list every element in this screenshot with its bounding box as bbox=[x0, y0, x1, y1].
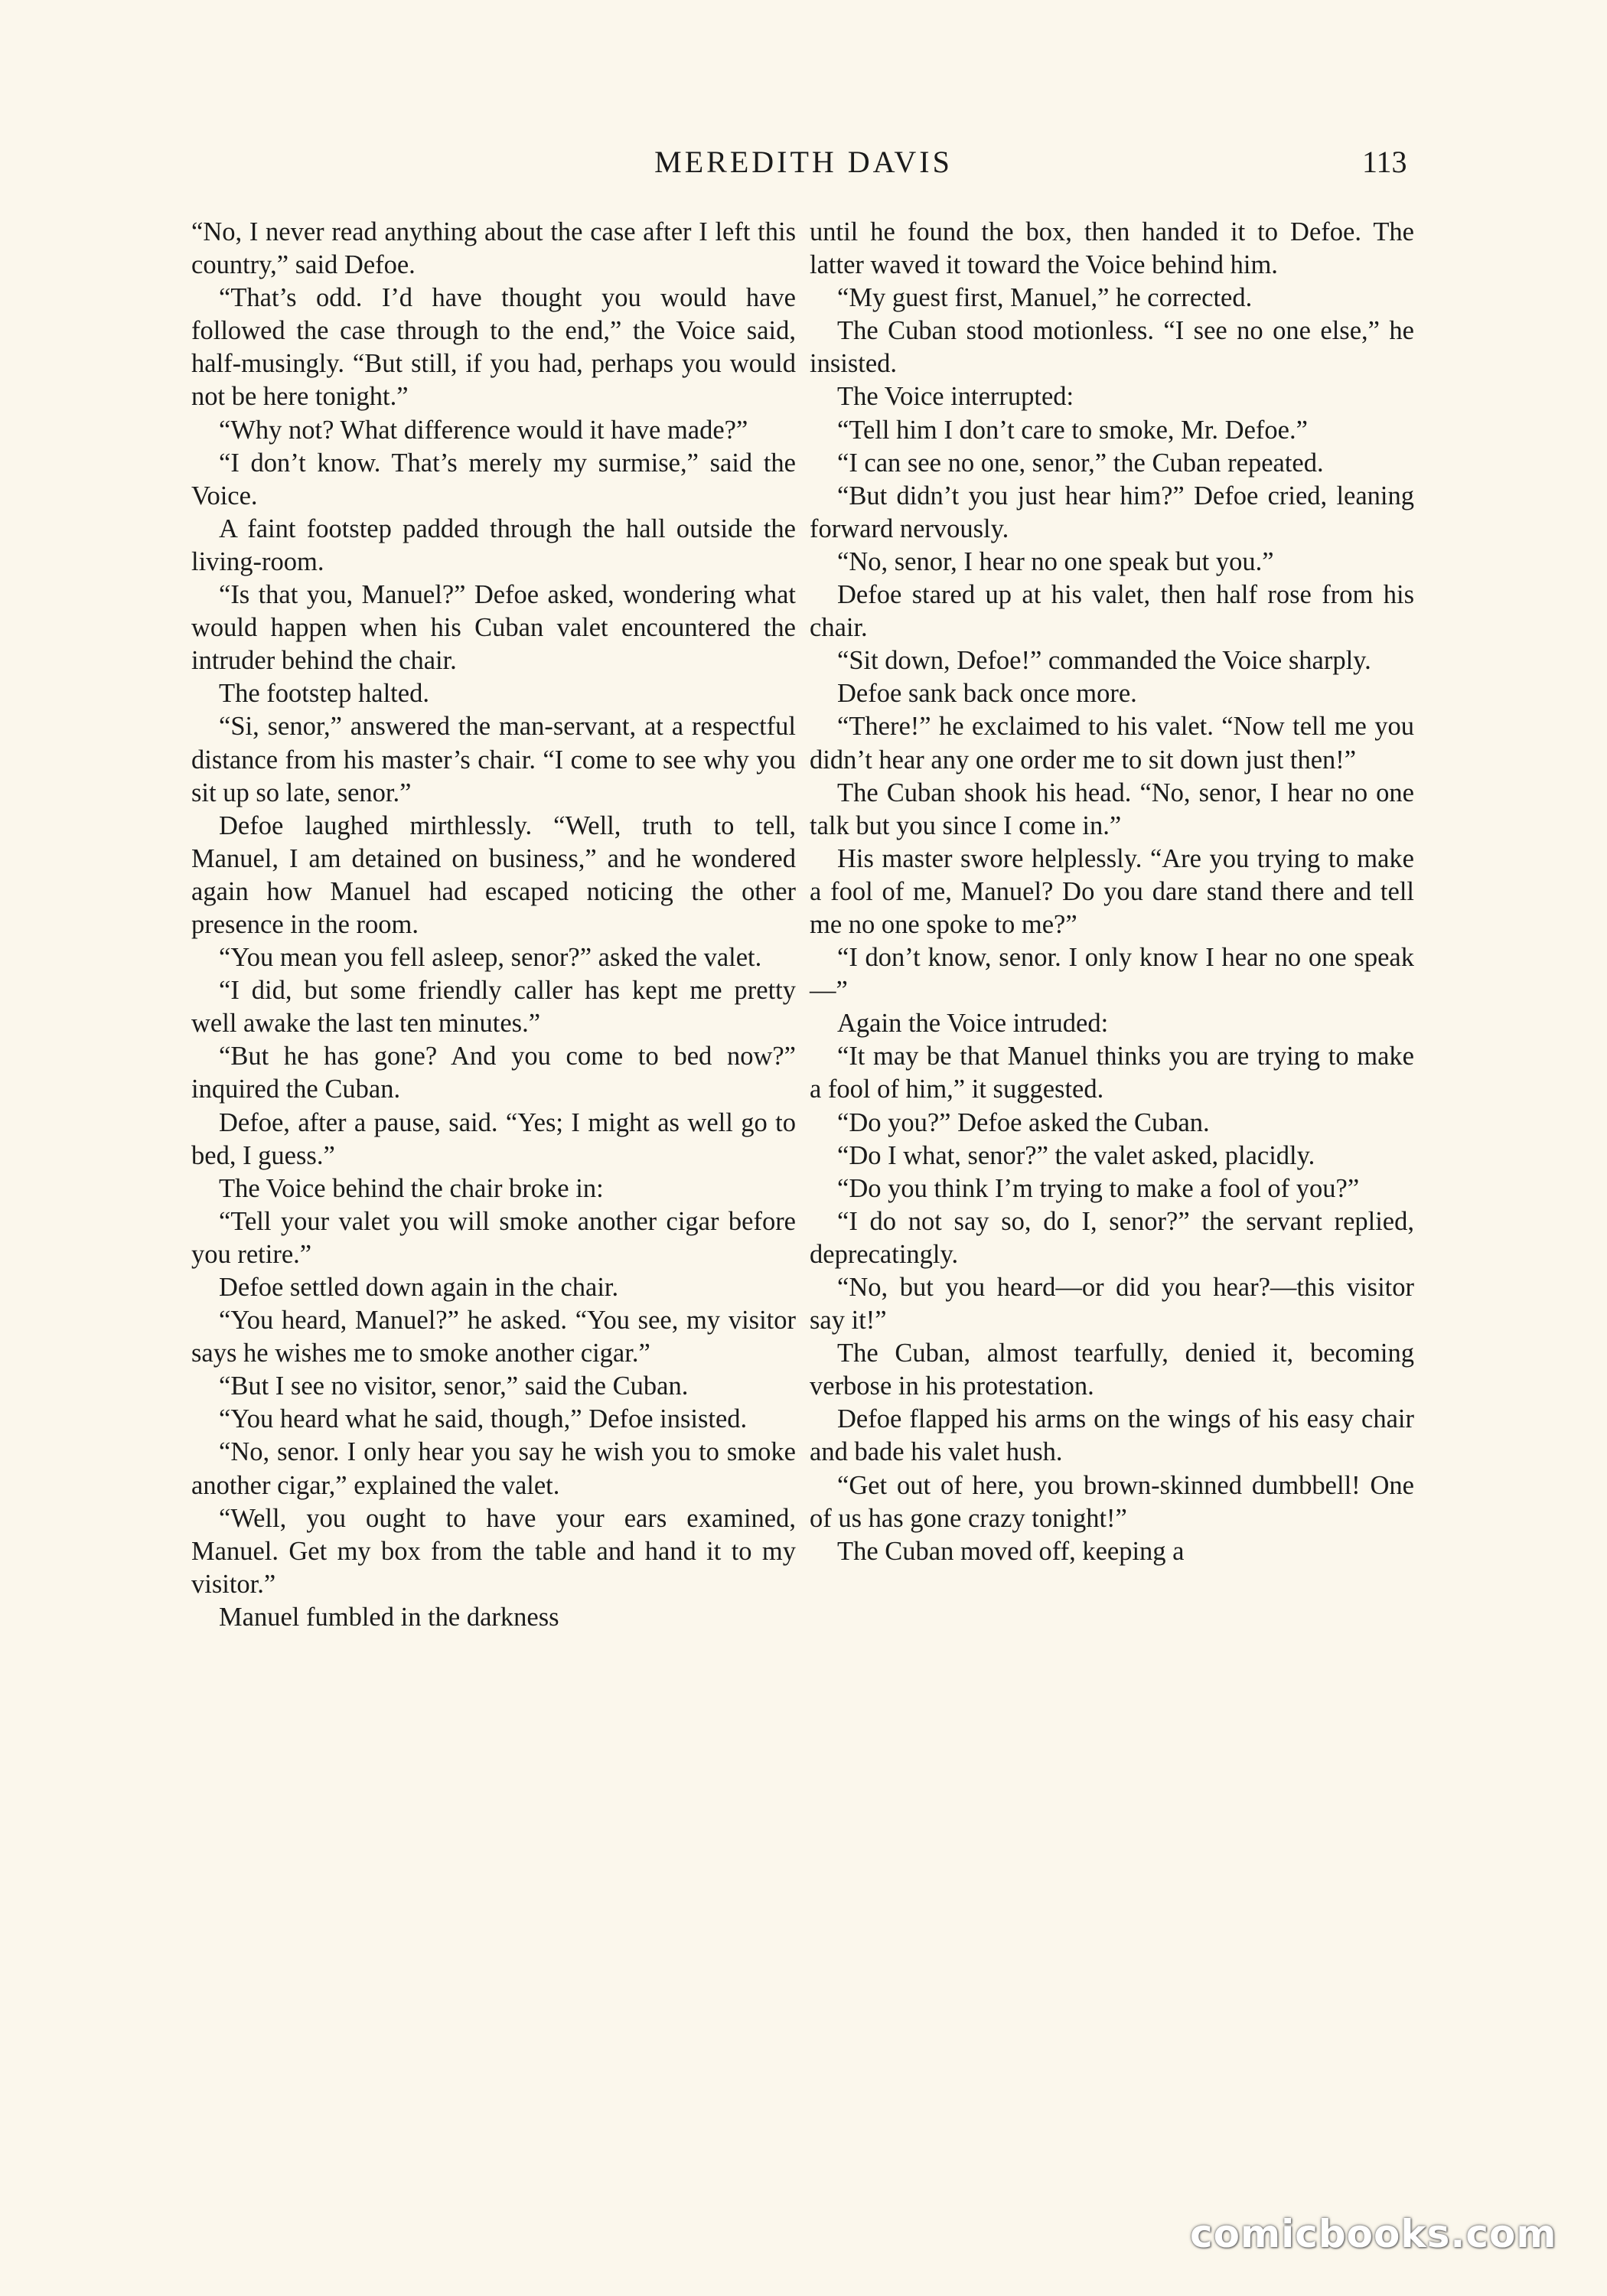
paragraph: “I don’t know, senor. I only know I hear no one speak—” bbox=[810, 943, 1414, 1006]
paragraph: “But he has gone? And you come to bed now?” inquired the Cuban. bbox=[191, 1042, 796, 1104]
paragraph: “Well, you ought to have your ears examined, Manuel. Get my box from the table and hand it to my visitor.” bbox=[191, 1503, 796, 1599]
paragraph: Defoe, after a pause, said. “Yes; I might as well go to bed, I guess.” bbox=[191, 1107, 796, 1170]
paragraph: “Do you?” Defoe asked the Cuban. bbox=[837, 1107, 1210, 1137]
paragraph: “That’s odd. I’d have thought you would have followed the case through to the end,” the Voice said, half-musingly. “But still, if you had, perhaps you would not be here tonight.” bbox=[191, 283, 796, 412]
paragraph: “You heard what he said, though,” Defoe insisted. bbox=[219, 1404, 748, 1434]
paragraph: “There!” he exclaimed to his valet. “Now tell me you didn’t hear any one order me to sit down just then!” bbox=[810, 712, 1414, 775]
paragraph: “Do you think I’m trying to make a fool of you?” bbox=[837, 1173, 1360, 1203]
left-text-column bbox=[191, 216, 796, 1634]
right-text-column bbox=[810, 216, 1414, 1568]
paragraph: Defoe flapped his arms on the wings of his easy chair and bade his valet hush. bbox=[810, 1404, 1414, 1467]
paragraph: “I can see no one, senor,” the Cuban repeated. bbox=[837, 448, 1324, 478]
paragraph: The Cuban, almost tearfully, denied it, becoming verbose in his protestation. bbox=[810, 1339, 1414, 1401]
paragraph: A faint footstep padded through the hall outside the living-room. bbox=[191, 514, 796, 576]
paragraph: The footstep halted. bbox=[219, 679, 429, 709]
page-number: 113 bbox=[1362, 145, 1407, 179]
paragraph: “I do not say so, do I, senor?” the servant replied, deprecatingly. bbox=[810, 1206, 1414, 1269]
paragraph: Manuel fumbled in the darkness bbox=[219, 1602, 559, 1632]
paragraph: The Voice behind the chair broke in: bbox=[219, 1173, 604, 1203]
paragraph: Defoe sank back once more. bbox=[837, 679, 1137, 709]
paragraph: “Why not? What difference would it have made?” bbox=[219, 415, 748, 445]
paragraph: “No, I never read anything about the case after I left this country,” said Defoe. bbox=[191, 217, 796, 280]
running-header-author: MEREDITH DAVIS bbox=[654, 145, 953, 179]
paragraph: “I don’t know. That’s merely my surmise,” said the Voice. bbox=[191, 448, 796, 510]
paragraph: Defoe stared up at his valet, then half rose from his chair. bbox=[810, 580, 1414, 643]
paragraph: “Tell your valet you will smoke another cigar before you retire.” bbox=[191, 1206, 796, 1269]
paragraph: The Cuban stood motionless. “I see no one else,” he insisted. bbox=[810, 316, 1414, 379]
paragraph: “No, senor. I only hear you say he wish you to smoke another cigar,” explained the valet. bbox=[191, 1437, 796, 1500]
paragraph: “Is that you, Manuel?” Defoe asked, wondering what would happen when his Cuban valet encountered the intruder behind the chair. bbox=[191, 580, 796, 676]
paragraph: “My guest first, Manuel,” he corrected. bbox=[837, 283, 1253, 313]
paragraph: Defoe settled down again in the chair. bbox=[219, 1273, 619, 1302]
paragraph: “You mean you fell asleep, senor?” asked the valet. bbox=[219, 943, 762, 973]
paragraph: Defoe laughed mirthlessly. “Well, truth to tell, Manuel, I am detained on business,” and he wondered again how Manuel had escaped noticing the other presence in the room. bbox=[191, 810, 796, 939]
paragraph: Again the Voice intruded: bbox=[837, 1009, 1109, 1039]
paragraph: His master swore helplessly. “Are you trying to make a fool of me, Manuel? Do you dare stand there and tell me no one spoke to me?” bbox=[810, 843, 1414, 939]
paragraph: until he found the box, then handed it to Defoe. The latter waved it toward the Voice behind him. bbox=[810, 217, 1414, 280]
paragraph: “Get out of here, you brown-skinned dumbbell! One of us has gone crazy tonight!” bbox=[810, 1470, 1414, 1533]
paragraph: The Voice interrupted: bbox=[837, 382, 1074, 412]
paragraph: “But didn’t you just hear him?” Defoe cried, leaning forward nervously. bbox=[810, 481, 1414, 543]
paragraph: “No, but you heard—or did you hear?—this visitor say it!” bbox=[810, 1273, 1414, 1336]
paragraph: The Cuban moved off, keeping a bbox=[837, 1536, 1185, 1566]
paragraph: “Tell him I don’t care to smoke, Mr. Defoe.” bbox=[837, 415, 1308, 445]
paragraph: “Do I what, senor?” the valet asked, placidly. bbox=[837, 1140, 1315, 1170]
paragraph: The Cuban shook his head. “No, senor, I hear no one talk but you since I come in.” bbox=[810, 778, 1414, 840]
paragraph: “It may be that Manuel thinks you are trying to make a fool of him,” it suggested. bbox=[810, 1042, 1414, 1104]
site-watermark: comicbooks.com bbox=[1190, 2212, 1557, 2256]
paragraph: “No, senor, I hear no one speak but you.” bbox=[837, 546, 1274, 576]
paragraph: “But I see no visitor, senor,” said the Cuban. bbox=[219, 1371, 689, 1401]
paragraph: “I did, but some friendly caller has kept me pretty well awake the last ten minutes.” bbox=[191, 976, 796, 1039]
paragraph: “Si, senor,” answered the man-servant, at a respectful distance from his master’s chair. “I come to see why you sit up so late, senor.” bbox=[191, 712, 796, 807]
paragraph: “You heard, Manuel?” he asked. “You see, my visitor says he wishes me to smoke another cigar.” bbox=[191, 1306, 796, 1368]
paragraph: “Sit down, Defoe!” commanded the Voice sharply. bbox=[837, 646, 1371, 676]
